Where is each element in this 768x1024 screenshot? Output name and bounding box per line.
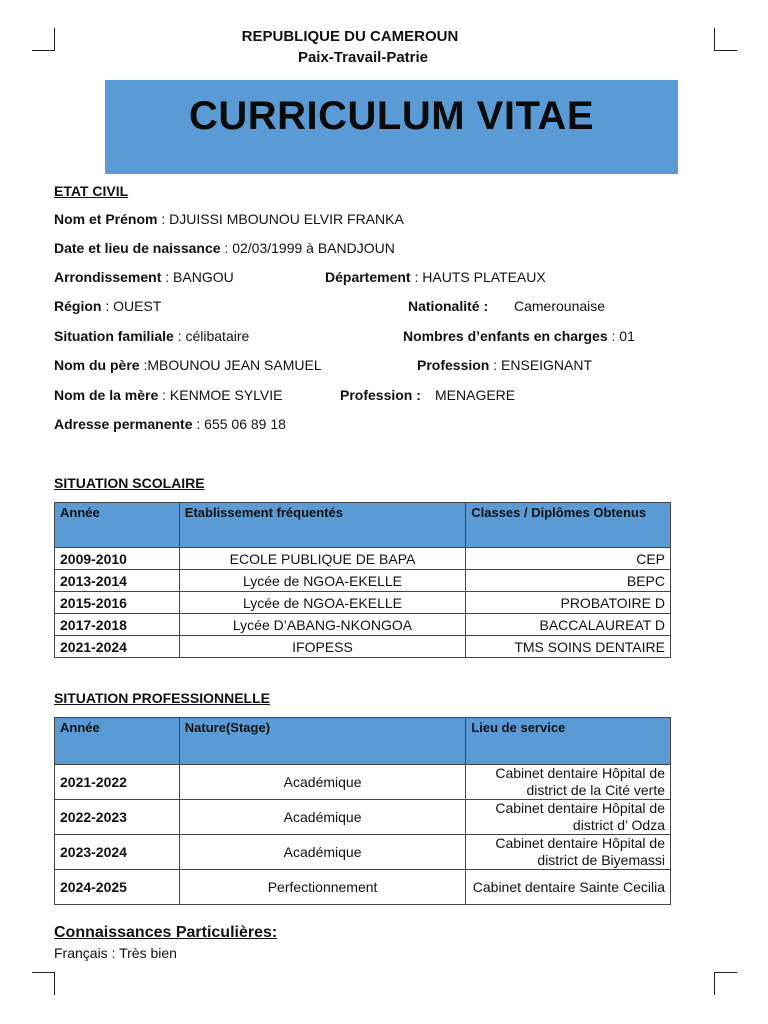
col-header-etablissement: Etablissement fréquentés	[179, 503, 465, 548]
situation-label: Situation familiale	[54, 328, 174, 344]
nationalite-label: Nationalité :	[408, 298, 489, 314]
table-row	[55, 636, 671, 658]
cell-year: 2015-2016	[55, 592, 180, 614]
col-header-annee: Année	[55, 503, 180, 548]
cell-year: 2009-2010	[55, 548, 180, 570]
table-row	[55, 765, 671, 800]
table-row	[55, 870, 671, 905]
table-row	[55, 614, 671, 636]
mere-profession-label: Profession :	[340, 387, 421, 403]
crop-mark-top-right	[714, 28, 737, 51]
mere-value: : KENMOE SYLVIE	[158, 387, 283, 403]
pere-value: :MBOUNOU JEAN SAMUEL	[139, 357, 322, 373]
col-header-annee: Année	[55, 718, 180, 765]
table-header-row	[55, 503, 671, 548]
nationalite-value: Camerounaise	[514, 298, 606, 314]
departement-line	[325, 269, 546, 285]
table-row	[55, 548, 671, 570]
section-situation-professionnelle: SITUATION PROFESSIONNELLE	[54, 690, 270, 706]
scolaire-table	[54, 502, 671, 658]
cell-year: 2013-2014	[55, 570, 180, 592]
enfants-label: Nombres d’enfants en charges	[403, 328, 608, 344]
cell-nature: Académique	[179, 800, 466, 835]
cell-lieu: Cabinet dentaire Hôpital de district de la Cité verte	[466, 765, 671, 800]
professionnelle-table	[54, 717, 671, 905]
cell-school: Lycée de NGOA-EKELLE	[179, 592, 465, 614]
francais-line: Français : Très bien	[54, 945, 177, 961]
pere-label: Nom du père	[54, 357, 140, 373]
cell-diploma: PROBATOIRE D	[466, 592, 671, 614]
cell-year: 2021-2024	[55, 636, 180, 658]
section-situation-scolaire: SITUATION SCOLAIRE	[54, 475, 205, 491]
pere-profession-label: Profession	[417, 357, 490, 373]
cell-year: 2017-2018	[55, 614, 180, 636]
pere-profession-line	[417, 357, 592, 373]
arrondissement-value: : BANGOU	[161, 269, 234, 285]
page-title: CURRICULUM VITAE	[188, 94, 594, 138]
crop-mark-bottom-left	[32, 972, 55, 995]
cell-diploma: CEP	[466, 548, 671, 570]
cell-nature: Perfectionnement	[179, 870, 466, 905]
situation-line	[54, 328, 249, 344]
region-value: : OUEST	[101, 298, 162, 314]
cell-diploma: BEPC	[466, 570, 671, 592]
table-row	[55, 800, 671, 835]
cell-lieu: Cabinet dentaire Hôpital de district de Biyemassi	[466, 835, 671, 870]
departement-value: : HAUTS PLATEAUX	[410, 269, 546, 285]
cell-diploma: TMS SOINS DENTAIRE	[466, 636, 671, 658]
cell-school: IFOPESS	[179, 636, 465, 658]
adresse-label: Adresse permanente	[54, 416, 193, 432]
mere-label: Nom de la mère	[54, 387, 159, 403]
naissance-line	[54, 240, 395, 256]
adresse-value: : 655 06 89 18	[192, 416, 286, 432]
mere-profession-value: MENAGERE	[435, 387, 516, 403]
situation-value: : célibataire	[173, 328, 250, 344]
section-connaissances: Connaissances Particulières:	[54, 924, 278, 941]
col-header-nature: Nature(Stage)	[179, 718, 466, 765]
nationalite-line	[408, 298, 488, 314]
col-header-diplomes: Classes / Diplômes Obtenus	[466, 503, 671, 548]
cell-year: 2021-2022	[55, 765, 180, 800]
naissance-label: Date et lieu de naissance	[54, 240, 221, 256]
section-etat-civil: ETAT CIVIL	[54, 183, 129, 199]
pere-line	[54, 357, 322, 373]
cell-nature: Académique	[179, 835, 466, 870]
crop-mark-top-left	[32, 28, 55, 51]
nom-line	[54, 211, 404, 227]
pere-profession-value: : ENSEIGNANT	[489, 357, 593, 373]
nom-value: : DJUISSI MBOUNOU ELVIR FRANKA	[157, 211, 404, 227]
region-line	[54, 298, 161, 314]
enfants-line	[403, 328, 635, 344]
mere-profession-line	[340, 387, 421, 403]
cell-nature: Académique	[179, 765, 466, 800]
cell-year: 2024-2025	[55, 870, 180, 905]
cell-school: ECOLE PUBLIQUE DE BAPA	[179, 548, 465, 570]
col-header-lieu: Lieu de service	[466, 718, 671, 765]
table-header-row	[55, 718, 671, 765]
table-row	[55, 570, 671, 592]
title-banner	[105, 80, 678, 174]
republic-header: REPUBLIQUE DU CAMEROUN	[241, 28, 459, 45]
nom-label: Nom et Prénom	[54, 211, 158, 227]
cell-lieu: Cabinet dentaire Sainte Cecilia	[466, 870, 671, 905]
mere-line	[54, 387, 283, 403]
region-label: Région	[54, 298, 102, 314]
cell-year: 2023-2024	[55, 835, 180, 870]
arrondissement-line	[54, 269, 234, 285]
arrondissement-label: Arrondissement	[54, 269, 162, 285]
crop-mark-bottom-right	[714, 972, 737, 995]
table-row	[55, 835, 671, 870]
cell-lieu: Cabinet dentaire Hôpital de district d’ Odza	[466, 800, 671, 835]
table-row	[55, 592, 671, 614]
naissance-value: : 02/03/1999 à BANDJOUN	[220, 240, 395, 256]
motto: Paix-Travail-Patrie	[297, 49, 429, 66]
departement-label: Département	[325, 269, 411, 285]
cell-year: 2022-2023	[55, 800, 180, 835]
adresse-line	[54, 416, 286, 432]
enfants-value: : 01	[607, 328, 635, 344]
cell-diploma: BACCALAUREAT D	[466, 614, 671, 636]
cell-school: Lycée D’ABANG-NKONGOA	[179, 614, 465, 636]
cell-school: Lycée de NGOA-EKELLE	[179, 570, 465, 592]
